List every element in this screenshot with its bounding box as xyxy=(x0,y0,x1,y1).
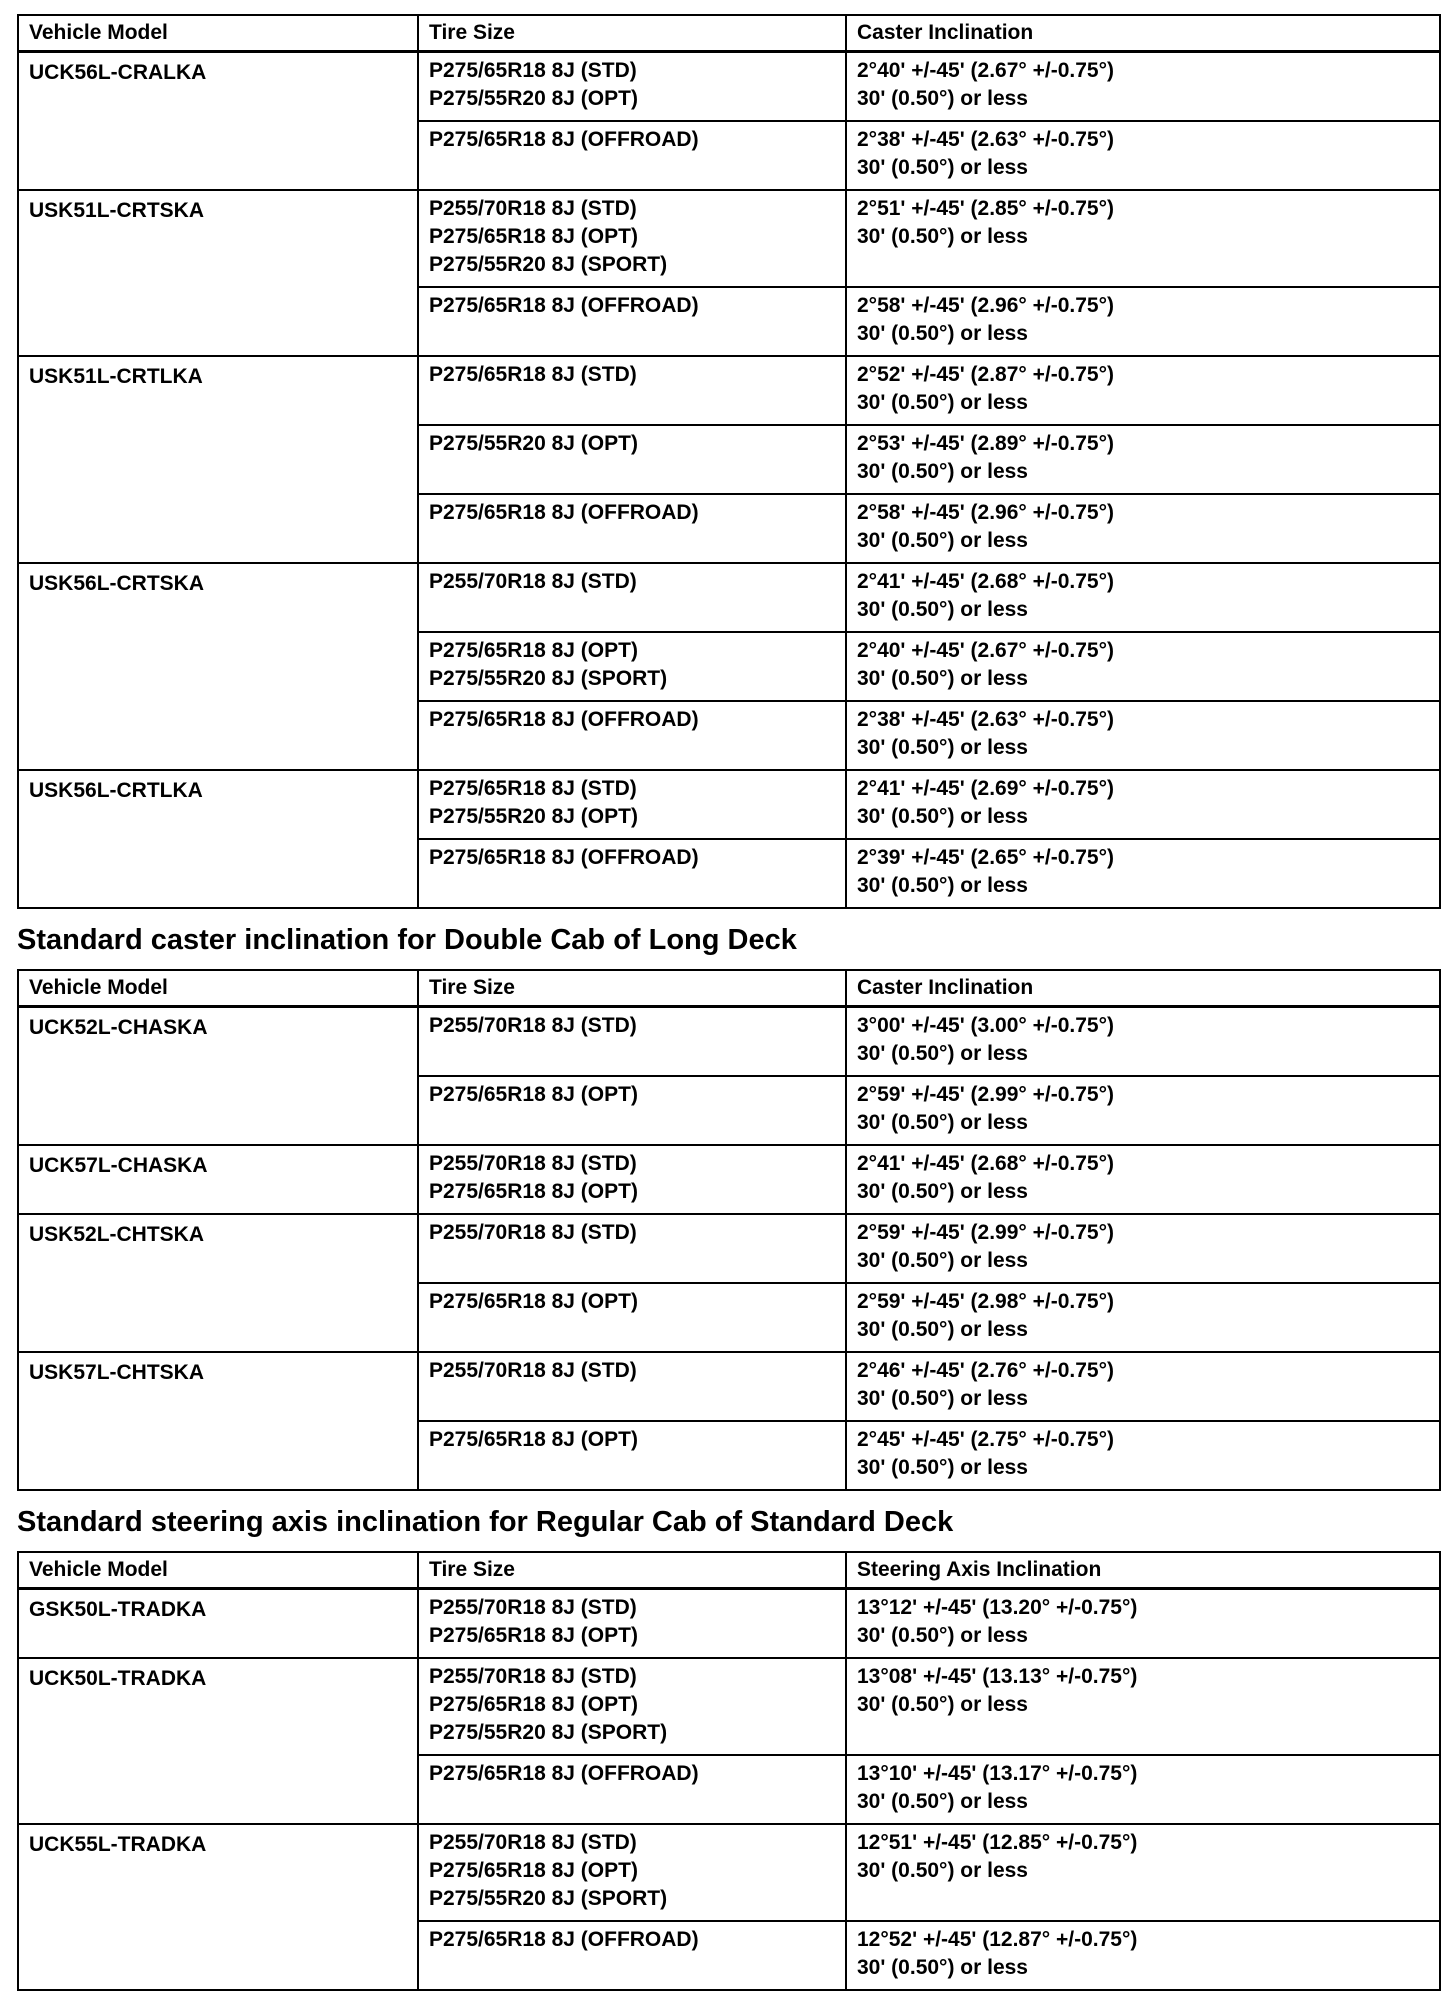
tire-size-line: P275/65R18 8J (OFFROAD) xyxy=(429,294,699,317)
inclination-value: 3°00' +/-45' (3.00° +/-0.75°) xyxy=(857,1014,1114,1037)
tire-size-line: P255/70R18 8J (STD) xyxy=(429,1221,637,1244)
tire-size-cell xyxy=(418,1421,846,1490)
vehicle-model-cell: USK51L-CRTSKA xyxy=(18,190,418,356)
vehicle-model-cell: USK56L-CRTLKA xyxy=(18,770,418,908)
inclination-cell xyxy=(846,494,1440,563)
tire-size-cell xyxy=(418,1589,846,1659)
inclination-cell xyxy=(846,839,1440,908)
inclination-cell xyxy=(846,1007,1440,1077)
inclination-value: 2°38' +/-45' (2.63° +/-0.75°) xyxy=(857,708,1114,731)
table-body xyxy=(18,1589,1440,1991)
caster-table-double-cab-long-deck xyxy=(17,969,1441,1491)
tire-size-cell xyxy=(418,1658,846,1755)
inclination-tolerance: 30' (0.50°) or less xyxy=(857,874,1028,897)
inclination-value: 13°08' +/-45' (13.13° +/-0.75°) xyxy=(857,1665,1138,1688)
heading-steering-axis-regular-cab: Standard steering axis inclination for Regular Cab of Standard Deck xyxy=(17,1506,954,1538)
table-row xyxy=(18,770,1440,839)
vehicle-model-cell: UCK55L-TRADKA xyxy=(18,1824,418,1990)
inclination-value: 2°59' +/-45' (2.99° +/-0.75°) xyxy=(857,1083,1114,1106)
inclination-cell xyxy=(846,770,1440,839)
tire-size-cell xyxy=(418,1283,846,1352)
inclination-tolerance: 30' (0.50°) or less xyxy=(857,391,1028,414)
tire-size-line: P275/55R20 8J (SPORT) xyxy=(429,1721,668,1744)
inclination-cell xyxy=(846,1421,1440,1490)
table-row xyxy=(18,52,1440,122)
header-caster-inclination: Caster Inclination xyxy=(846,970,1440,1007)
inclination-value: 2°53' +/-45' (2.89° +/-0.75°) xyxy=(857,432,1114,455)
vehicle-model-cell: USK57L-CHTSKA xyxy=(18,1352,418,1490)
inclination-tolerance: 30' (0.50°) or less xyxy=(857,225,1028,248)
inclination-value: 2°41' +/-45' (2.69° +/-0.75°) xyxy=(857,777,1114,800)
tire-size-line: P275/55R20 8J (OPT) xyxy=(429,805,638,828)
tire-size-line: P255/70R18 8J (STD) xyxy=(429,1596,637,1619)
tire-size-line: P255/70R18 8J (STD) xyxy=(429,1831,637,1854)
tire-size-line: P275/55R20 8J (SPORT) xyxy=(429,667,668,690)
tire-size-line: P275/65R18 8J (OPT) xyxy=(429,1693,638,1716)
tire-size-cell xyxy=(418,52,846,122)
tire-size-line: P275/65R18 8J (OFFROAD) xyxy=(429,1762,699,1785)
caster-table-double-cab-standard xyxy=(17,14,1441,909)
inclination-value: 2°58' +/-45' (2.96° +/-0.75°) xyxy=(857,501,1114,524)
tire-size-line: P275/55R20 8J (OPT) xyxy=(429,432,638,455)
inclination-tolerance: 30' (0.50°) or less xyxy=(857,529,1028,552)
inclination-cell xyxy=(846,1921,1440,1990)
inclination-tolerance: 30' (0.50°) or less xyxy=(857,1456,1028,1479)
tire-size-cell xyxy=(418,770,846,839)
tire-size-cell xyxy=(418,121,846,190)
table-row xyxy=(18,190,1440,287)
tire-size-line: P255/70R18 8J (STD) xyxy=(429,197,637,220)
table-row xyxy=(18,1824,1440,1921)
inclination-tolerance: 30' (0.50°) or less xyxy=(857,1693,1028,1716)
tire-size-line: P275/55R20 8J (SPORT) xyxy=(429,253,668,276)
tire-size-line: P255/70R18 8J (STD) xyxy=(429,570,637,593)
table-row xyxy=(18,1007,1440,1077)
inclination-value: 2°40' +/-45' (2.67° +/-0.75°) xyxy=(857,59,1114,82)
inclination-cell xyxy=(846,1658,1440,1755)
inclination-cell xyxy=(846,425,1440,494)
inclination-value: 2°38' +/-45' (2.63° +/-0.75°) xyxy=(857,128,1114,151)
inclination-value: 2°52' +/-45' (2.87° +/-0.75°) xyxy=(857,363,1114,386)
inclination-cell xyxy=(846,121,1440,190)
heading-caster-double-cab-long-deck: Standard caster inclination for Double Cab of Long Deck xyxy=(17,924,797,956)
header-tire-size: Tire Size xyxy=(418,15,846,52)
document-page xyxy=(17,14,1439,1991)
inclination-value: 2°41' +/-45' (2.68° +/-0.75°) xyxy=(857,570,1114,593)
inclination-cell xyxy=(846,563,1440,632)
inclination-value: 2°59' +/-45' (2.98° +/-0.75°) xyxy=(857,1290,1114,1313)
tire-size-line: P255/70R18 8J (STD) xyxy=(429,1152,637,1175)
header-vehicle-model: Vehicle Model xyxy=(18,15,418,52)
tire-size-line: P255/70R18 8J (STD) xyxy=(429,1359,637,1382)
inclination-cell xyxy=(846,1214,1440,1283)
header-tire-size: Tire Size xyxy=(418,970,846,1007)
inclination-tolerance: 30' (0.50°) or less xyxy=(857,805,1028,828)
tire-size-line: P275/65R18 8J (OPT) xyxy=(429,1083,638,1106)
inclination-cell xyxy=(846,287,1440,356)
tire-size-cell xyxy=(418,356,846,425)
vehicle-model-cell: UCK50L-TRADKA xyxy=(18,1658,418,1824)
tire-size-line: P275/55R20 8J (SPORT) xyxy=(429,1887,668,1910)
tire-size-line: P275/65R18 8J (STD) xyxy=(429,59,637,82)
inclination-cell xyxy=(846,52,1440,122)
tire-size-cell xyxy=(418,1921,846,1990)
inclination-value: 2°41' +/-45' (2.68° +/-0.75°) xyxy=(857,1152,1114,1175)
inclination-value: 2°40' +/-45' (2.67° +/-0.75°) xyxy=(857,639,1114,662)
tire-size-line: P275/65R18 8J (OPT) xyxy=(429,1290,638,1313)
header-vehicle-model: Vehicle Model xyxy=(18,1552,418,1589)
inclination-tolerance: 30' (0.50°) or less xyxy=(857,1042,1028,1065)
table-row xyxy=(18,1352,1440,1421)
vehicle-model-cell: GSK50L-TRADKA xyxy=(18,1589,418,1659)
tire-size-cell xyxy=(418,839,846,908)
inclination-tolerance: 30' (0.50°) or less xyxy=(857,736,1028,759)
tire-size-cell xyxy=(418,701,846,770)
tire-size-cell xyxy=(418,1755,846,1824)
inclination-tolerance: 30' (0.50°) or less xyxy=(857,1859,1028,1882)
tire-size-line: P275/65R18 8J (OPT) xyxy=(429,1180,638,1203)
inclination-tolerance: 30' (0.50°) or less xyxy=(857,598,1028,621)
tire-size-cell xyxy=(418,1214,846,1283)
tire-size-line: P275/65R18 8J (OPT) xyxy=(429,225,638,248)
inclination-cell xyxy=(846,632,1440,701)
inclination-tolerance: 30' (0.50°) or less xyxy=(857,1180,1028,1203)
tire-size-cell xyxy=(418,494,846,563)
table-row xyxy=(18,1589,1440,1659)
table-row xyxy=(18,1658,1440,1755)
header-steering-axis-inclination: Steering Axis Inclination xyxy=(846,1552,1440,1589)
inclination-value: 2°51' +/-45' (2.85° +/-0.75°) xyxy=(857,197,1114,220)
inclination-cell xyxy=(846,1589,1440,1659)
inclination-cell xyxy=(846,1824,1440,1921)
inclination-tolerance: 30' (0.50°) or less xyxy=(857,87,1028,110)
inclination-value: 12°51' +/-45' (12.85° +/-0.75°) xyxy=(857,1831,1138,1854)
tire-size-line: P255/70R18 8J (STD) xyxy=(429,1014,637,1037)
header-vehicle-model: Vehicle Model xyxy=(18,970,418,1007)
tire-size-line: P275/65R18 8J (OPT) xyxy=(429,639,638,662)
inclination-tolerance: 30' (0.50°) or less xyxy=(857,1956,1028,1979)
inclination-cell xyxy=(846,701,1440,770)
tire-size-cell xyxy=(418,287,846,356)
tire-size-line: P275/55R20 8J (OPT) xyxy=(429,87,638,110)
table-body xyxy=(18,52,1440,909)
tire-size-line: P275/65R18 8J (OFFROAD) xyxy=(429,1928,699,1951)
vehicle-model-cell: UCK52L-CHASKA xyxy=(18,1007,418,1146)
tire-size-cell xyxy=(418,1352,846,1421)
inclination-tolerance: 30' (0.50°) or less xyxy=(857,1111,1028,1134)
inclination-tolerance: 30' (0.50°) or less xyxy=(857,156,1028,179)
inclination-tolerance: 30' (0.50°) or less xyxy=(857,1318,1028,1341)
table-row xyxy=(18,1145,1440,1214)
vehicle-model-cell: USK51L-CRTLKA xyxy=(18,356,418,563)
inclination-cell xyxy=(846,1755,1440,1824)
tire-size-line: P275/65R18 8J (OFFROAD) xyxy=(429,708,699,731)
inclination-value: 2°46' +/-45' (2.76° +/-0.75°) xyxy=(857,1359,1114,1382)
tire-size-cell xyxy=(418,563,846,632)
inclination-tolerance: 30' (0.50°) or less xyxy=(857,322,1028,345)
tire-size-line: P275/65R18 8J (OFFROAD) xyxy=(429,501,699,524)
vehicle-model-cell: USK56L-CRTSKA xyxy=(18,563,418,770)
inclination-value: 2°45' +/-45' (2.75° +/-0.75°) xyxy=(857,1428,1114,1451)
tire-size-line: P275/65R18 8J (STD) xyxy=(429,777,637,800)
table-header-row xyxy=(18,15,1440,52)
inclination-tolerance: 30' (0.50°) or less xyxy=(857,1387,1028,1410)
table-row xyxy=(18,563,1440,632)
inclination-tolerance: 30' (0.50°) or less xyxy=(857,1249,1028,1272)
inclination-value: 12°52' +/-45' (12.87° +/-0.75°) xyxy=(857,1928,1138,1951)
inclination-value: 2°58' +/-45' (2.96° +/-0.75°) xyxy=(857,294,1114,317)
vehicle-model-cell: UCK57L-CHASKA xyxy=(18,1145,418,1214)
inclination-value: 2°39' +/-45' (2.65° +/-0.75°) xyxy=(857,846,1114,869)
inclination-cell xyxy=(846,1283,1440,1352)
inclination-cell xyxy=(846,1076,1440,1145)
inclination-cell xyxy=(846,1352,1440,1421)
inclination-tolerance: 30' (0.50°) or less xyxy=(857,1790,1028,1813)
steering-axis-table-regular-cab xyxy=(17,1551,1441,1991)
header-tire-size: Tire Size xyxy=(418,1552,846,1589)
inclination-tolerance: 30' (0.50°) or less xyxy=(857,460,1028,483)
inclination-cell xyxy=(846,356,1440,425)
vehicle-model-cell: UCK56L-CRALKA xyxy=(18,52,418,191)
tire-size-line: P255/70R18 8J (STD) xyxy=(429,1665,637,1688)
tire-size-cell xyxy=(418,425,846,494)
tire-size-line: P275/65R18 8J (STD) xyxy=(429,363,637,386)
table-body xyxy=(18,1007,1440,1491)
inclination-value: 2°59' +/-45' (2.99° +/-0.75°) xyxy=(857,1221,1114,1244)
tire-size-line: P275/65R18 8J (OPT) xyxy=(429,1859,638,1882)
tire-size-cell xyxy=(418,1007,846,1077)
tire-size-line: P275/65R18 8J (OPT) xyxy=(429,1428,638,1451)
inclination-cell xyxy=(846,1145,1440,1214)
tire-size-cell xyxy=(418,632,846,701)
inclination-value: 13°12' +/-45' (13.20° +/-0.75°) xyxy=(857,1596,1138,1619)
inclination-tolerance: 30' (0.50°) or less xyxy=(857,667,1028,690)
tire-size-cell xyxy=(418,1076,846,1145)
tire-size-cell xyxy=(418,1824,846,1921)
tire-size-line: P275/65R18 8J (OPT) xyxy=(429,1624,638,1647)
tire-size-line: P275/65R18 8J (OFFROAD) xyxy=(429,128,699,151)
tire-size-line: P275/65R18 8J (OFFROAD) xyxy=(429,846,699,869)
tire-size-cell xyxy=(418,190,846,287)
inclination-cell xyxy=(846,190,1440,287)
table-header-row xyxy=(18,970,1440,1007)
inclination-value: 13°10' +/-45' (13.17° +/-0.75°) xyxy=(857,1762,1138,1785)
vehicle-model-cell: USK52L-CHTSKA xyxy=(18,1214,418,1352)
header-caster-inclination: Caster Inclination xyxy=(846,15,1440,52)
table-row xyxy=(18,356,1440,425)
table-header-row xyxy=(18,1552,1440,1589)
inclination-tolerance: 30' (0.50°) or less xyxy=(857,1624,1028,1647)
table-row xyxy=(18,1214,1440,1283)
tire-size-cell xyxy=(418,1145,846,1214)
